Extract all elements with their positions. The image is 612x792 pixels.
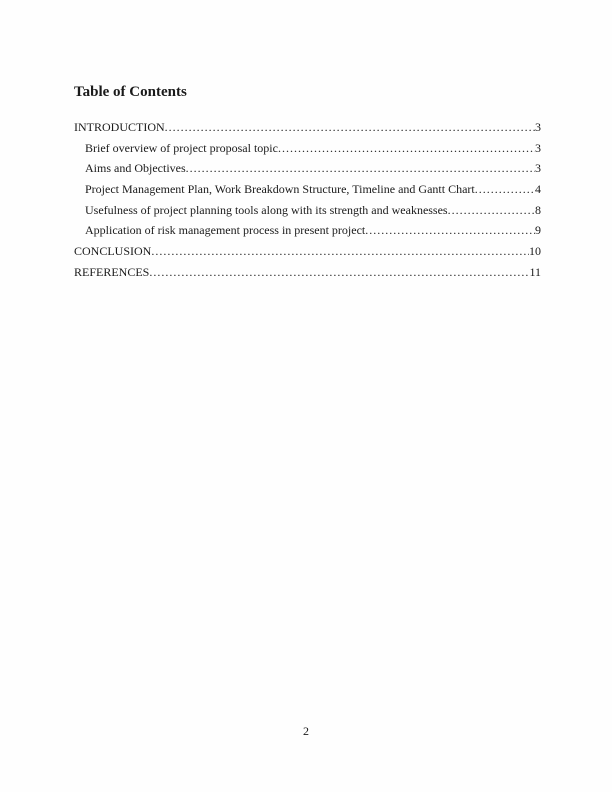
toc-entry-label: REFERENCES	[74, 264, 150, 279]
toc-entry-page: 3	[535, 120, 541, 134]
page-number-footer: 2	[303, 724, 309, 738]
toc-dot-leader	[475, 179, 535, 200]
toc-entry-page: 3	[535, 161, 541, 176]
toc-dot-leader	[165, 117, 535, 138]
toc-entry-project-management-plan[interactable]	[74, 179, 541, 200]
toc-entry-label: Aims and Objectives	[85, 161, 186, 176]
toc-dot-leader	[149, 262, 529, 283]
toc-title: Table of Contents	[74, 84, 187, 100]
toc-dot-leader	[151, 241, 529, 262]
toc-entry-page: 4	[535, 182, 541, 197]
toc-entry-introduction[interactable]	[74, 117, 541, 138]
toc-entry-brief-overview[interactable]	[74, 138, 541, 159]
toc-dot-leader	[186, 158, 535, 179]
toc-entry-label: CONCLUSION	[74, 244, 152, 259]
toc-entry-usefulness-planning-tools[interactable]	[74, 200, 541, 221]
toc-dot-leader	[448, 200, 535, 221]
toc-entry-conclusion[interactable]	[74, 241, 541, 262]
toc-entry-label: Application of risk management process in present project	[85, 223, 366, 238]
toc-entry-references[interactable]	[74, 262, 541, 283]
toc-entry-page: 8	[535, 202, 541, 217]
toc-dot-leader	[278, 138, 535, 159]
toc-entry-aims-objectives[interactable]	[74, 158, 541, 179]
toc-list	[74, 117, 541, 283]
toc-entry-risk-management[interactable]	[74, 220, 541, 241]
toc-entry-label: Project Management Plan, Work Breakdown Structure, Timeline and Gantt Chart	[85, 182, 475, 197]
toc-dot-leader	[365, 220, 535, 241]
toc-entry-page: 9	[535, 223, 541, 238]
toc-entry-label: INTRODUCTION	[74, 120, 165, 134]
toc-entry-page: 3	[535, 140, 541, 155]
toc-entry-label: Usefulness of project planning tools along with its strength and weaknesses	[85, 202, 448, 217]
toc-entry-page: 11	[529, 264, 541, 279]
toc-entry-label: Brief overview of project proposal topic	[85, 140, 278, 155]
toc-entry-page: 10	[529, 244, 541, 259]
